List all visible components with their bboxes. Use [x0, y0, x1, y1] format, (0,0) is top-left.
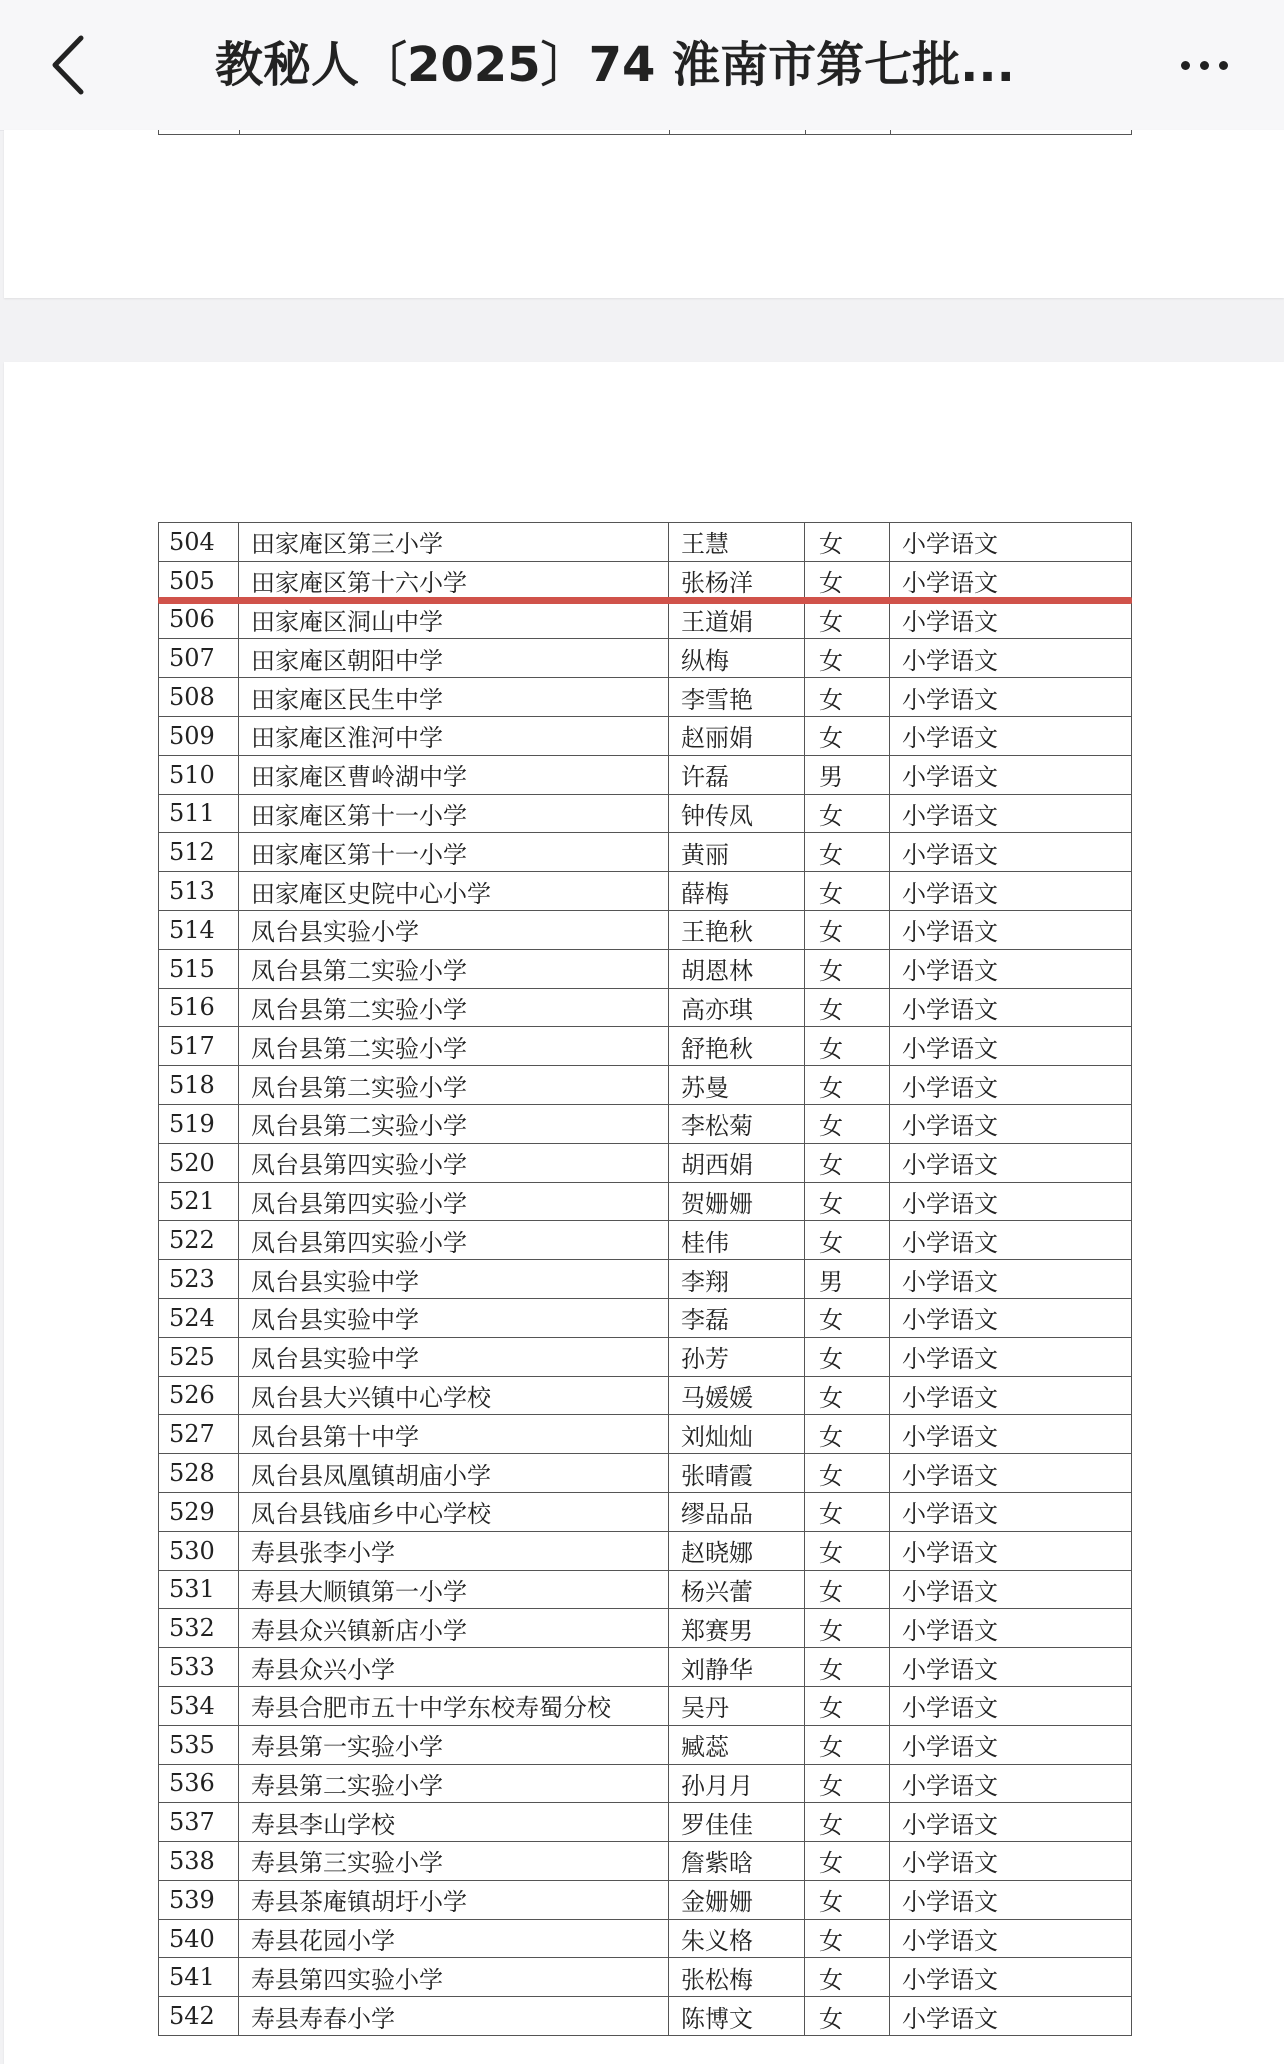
roster-table	[158, 522, 1132, 2036]
table-row	[159, 1531, 1132, 1570]
subject-cell: 小学语文	[890, 1919, 1132, 1958]
school-cell: 凤台县实验中学	[239, 1298, 669, 1337]
teacher-name-cell: 赵丽娟	[669, 716, 805, 755]
teacher-name-cell: 李磊	[669, 1298, 805, 1337]
row-number-cell: 514	[159, 910, 239, 949]
school-cell: 田家庵区淮河中学	[239, 716, 669, 755]
table-row	[159, 1182, 1132, 1221]
table-row	[159, 1298, 1132, 1337]
table-row	[159, 1492, 1132, 1531]
gender-cell: 男	[805, 1260, 890, 1299]
teacher-name-cell: 李翔	[669, 1260, 805, 1299]
gender-cell: 女	[805, 794, 890, 833]
row-number-cell: 518	[159, 1066, 239, 1105]
gender-cell: 女	[805, 833, 890, 872]
teacher-name-cell: 吴丹	[669, 1686, 805, 1725]
subject-cell: 小学语文	[890, 872, 1132, 911]
table-row	[159, 949, 1132, 988]
teacher-name-cell: 苏曼	[669, 1066, 805, 1105]
row-number-cell: 535	[159, 1725, 239, 1764]
subject-cell: 小学语文	[890, 1803, 1132, 1842]
teacher-name-cell: 马媛媛	[669, 1376, 805, 1415]
subject-cell: 小学语文	[890, 794, 1132, 833]
row-number-cell: 527	[159, 1415, 239, 1454]
subject-cell: 小学语文	[890, 1454, 1132, 1493]
row-number-cell: 532	[159, 1609, 239, 1648]
row-number-cell: 519	[159, 1104, 239, 1143]
subject-cell: 小学语文	[890, 1027, 1132, 1066]
school-cell: 寿县李山学校	[239, 1803, 669, 1842]
gender-cell: 女	[805, 561, 890, 600]
table-row	[159, 1648, 1132, 1687]
gender-cell: 女	[805, 872, 890, 911]
gender-cell: 女	[805, 1027, 890, 1066]
teacher-name-cell: 薛梅	[669, 872, 805, 911]
row-number-cell: 523	[159, 1260, 239, 1299]
school-cell: 寿县第一实验小学	[239, 1725, 669, 1764]
row-number-cell: 531	[159, 1570, 239, 1609]
row-number-cell: 533	[159, 1648, 239, 1687]
subject-cell: 小学语文	[890, 600, 1132, 639]
row-number-cell: 541	[159, 1958, 239, 1997]
table-row	[159, 988, 1132, 1027]
subject-cell: 小学语文	[890, 833, 1132, 872]
gender-cell: 女	[805, 1958, 890, 1997]
school-cell: 凤台县第十中学	[239, 1415, 669, 1454]
teacher-name-cell: 王艳秋	[669, 910, 805, 949]
gender-cell: 女	[805, 1182, 890, 1221]
table-row	[159, 1686, 1132, 1725]
gender-cell: 女	[805, 1609, 890, 1648]
gender-cell: 女	[805, 1803, 890, 1842]
row-number-cell: 524	[159, 1298, 239, 1337]
row-number-cell: 516	[159, 988, 239, 1027]
teacher-name-cell: 李松菊	[669, 1104, 805, 1143]
teacher-name-cell: 舒艳秋	[669, 1027, 805, 1066]
row-number-cell: 526	[159, 1376, 239, 1415]
school-cell: 田家庵区第十六小学	[239, 561, 669, 600]
gender-cell: 女	[805, 1454, 890, 1493]
school-cell: 凤台县实验中学	[239, 1337, 669, 1376]
gender-cell: 女	[805, 1104, 890, 1143]
table-row	[159, 872, 1132, 911]
highlight-underline	[158, 597, 1132, 604]
table-row	[159, 755, 1132, 794]
row-number-cell: 513	[159, 872, 239, 911]
subject-cell: 小学语文	[890, 988, 1132, 1027]
teacher-name-cell: 胡恩林	[669, 949, 805, 988]
subject-cell: 小学语文	[890, 949, 1132, 988]
teacher-name-cell: 杨兴蕾	[669, 1570, 805, 1609]
row-number-cell: 536	[159, 1764, 239, 1803]
school-cell: 寿县第四实验小学	[239, 1958, 669, 1997]
table-row	[159, 639, 1132, 678]
gender-cell: 女	[805, 1376, 890, 1415]
school-cell: 凤台县大兴镇中心学校	[239, 1376, 669, 1415]
table-row	[159, 1725, 1132, 1764]
subject-cell: 小学语文	[890, 1337, 1132, 1376]
school-cell: 寿县众兴镇新店小学	[239, 1609, 669, 1648]
gender-cell: 女	[805, 600, 890, 639]
teacher-name-cell: 高亦琪	[669, 988, 805, 1027]
subject-cell: 小学语文	[890, 1997, 1132, 2036]
gender-cell: 女	[805, 988, 890, 1027]
table-row	[159, 561, 1132, 600]
subject-cell: 小学语文	[890, 678, 1132, 717]
gender-cell: 女	[805, 639, 890, 678]
gender-cell: 女	[805, 1764, 890, 1803]
row-number-cell: 530	[159, 1531, 239, 1570]
teacher-name-cell: 詹紫晗	[669, 1842, 805, 1881]
gender-cell: 女	[805, 1648, 890, 1687]
gender-cell: 女	[805, 1686, 890, 1725]
row-number-cell: 528	[159, 1454, 239, 1493]
teacher-name-cell: 王慧	[669, 523, 805, 562]
row-number-cell: 538	[159, 1842, 239, 1881]
subject-cell: 小学语文	[890, 1725, 1132, 1764]
subject-cell: 小学语文	[890, 910, 1132, 949]
school-cell: 凤台县第二实验小学	[239, 1027, 669, 1066]
previous-table-bottom-edge	[158, 130, 1132, 135]
gender-cell: 女	[805, 1842, 890, 1881]
row-number-cell: 505	[159, 561, 239, 600]
school-cell: 寿县花园小学	[239, 1919, 669, 1958]
table-row	[159, 1842, 1132, 1881]
school-cell: 凤台县实验中学	[239, 1260, 669, 1299]
table-row	[159, 1066, 1132, 1105]
school-cell: 凤台县第二实验小学	[239, 949, 669, 988]
teacher-name-cell: 刘灿灿	[669, 1415, 805, 1454]
row-number-cell: 525	[159, 1337, 239, 1376]
row-number-cell: 529	[159, 1492, 239, 1531]
school-cell: 田家庵区朝阳中学	[239, 639, 669, 678]
table-row	[159, 1376, 1132, 1415]
school-cell: 寿县合肥市五十中学东校寿蜀分校	[239, 1686, 669, 1725]
chevron-left-icon	[48, 34, 88, 96]
subject-cell: 小学语文	[890, 523, 1132, 562]
gender-cell: 女	[805, 1221, 890, 1260]
gender-cell: 女	[805, 910, 890, 949]
teacher-name-cell: 孙月月	[669, 1764, 805, 1803]
subject-cell: 小学语文	[890, 1104, 1132, 1143]
roster-table-body	[159, 523, 1132, 2036]
subject-cell: 小学语文	[890, 1492, 1132, 1531]
school-cell: 田家庵区第十一小学	[239, 794, 669, 833]
top-navigation-bar	[0, 0, 1284, 131]
school-cell: 凤台县第四实验小学	[239, 1221, 669, 1260]
gender-cell: 女	[805, 1570, 890, 1609]
teacher-name-cell: 王道娟	[669, 600, 805, 639]
teacher-name-cell: 许磊	[669, 755, 805, 794]
gender-cell: 女	[805, 949, 890, 988]
row-number-cell: 539	[159, 1880, 239, 1919]
subject-cell: 小学语文	[890, 1958, 1132, 1997]
school-cell: 寿县第二实验小学	[239, 1764, 669, 1803]
school-cell: 寿县大顺镇第一小学	[239, 1570, 669, 1609]
teacher-name-cell: 陈博文	[669, 1997, 805, 2036]
more-horizontal-icon	[1200, 61, 1209, 70]
row-number-cell: 510	[159, 755, 239, 794]
table-row	[159, 600, 1132, 639]
row-number-cell: 522	[159, 1221, 239, 1260]
table-row	[159, 1454, 1132, 1493]
subject-cell: 小学语文	[890, 1531, 1132, 1570]
subject-cell: 小学语文	[890, 1648, 1132, 1687]
school-cell: 凤台县第二实验小学	[239, 1066, 669, 1105]
table-row	[159, 523, 1132, 562]
subject-cell: 小学语文	[890, 1221, 1132, 1260]
row-number-cell: 540	[159, 1919, 239, 1958]
teacher-name-cell: 胡西娟	[669, 1143, 805, 1182]
table-row	[159, 678, 1132, 717]
row-number-cell: 512	[159, 833, 239, 872]
gender-cell: 女	[805, 523, 890, 562]
teacher-name-cell: 贺姗姗	[669, 1182, 805, 1221]
teacher-name-cell: 张杨洋	[669, 561, 805, 600]
subject-cell: 小学语文	[890, 755, 1132, 794]
teacher-name-cell: 张晴霞	[669, 1454, 805, 1493]
row-number-cell: 537	[159, 1803, 239, 1842]
row-number-cell: 509	[159, 716, 239, 755]
school-cell: 寿县众兴小学	[239, 1648, 669, 1687]
gender-cell: 女	[805, 1298, 890, 1337]
subject-cell: 小学语文	[890, 1376, 1132, 1415]
subject-cell: 小学语文	[890, 1298, 1132, 1337]
table-row	[159, 833, 1132, 872]
table-row	[159, 1415, 1132, 1454]
teacher-name-cell: 黄丽	[669, 833, 805, 872]
document-page-previous	[4, 130, 1284, 298]
table-row	[159, 1143, 1132, 1182]
teacher-name-cell: 张松梅	[669, 1958, 805, 1997]
row-number-cell: 507	[159, 639, 239, 678]
row-number-cell: 534	[159, 1686, 239, 1725]
table-row	[159, 1880, 1132, 1919]
more-horizontal-icon	[1219, 61, 1228, 70]
table-row	[159, 1260, 1132, 1299]
gender-cell: 女	[805, 1997, 890, 2036]
gender-cell: 女	[805, 1337, 890, 1376]
table-row	[159, 1337, 1132, 1376]
subject-cell: 小学语文	[890, 639, 1132, 678]
subject-cell: 小学语文	[890, 561, 1132, 600]
teacher-name-cell: 缪品品	[669, 1492, 805, 1531]
table-row	[159, 1609, 1132, 1648]
table-row	[159, 1803, 1132, 1842]
teacher-name-cell: 朱义格	[669, 1919, 805, 1958]
gender-cell: 女	[805, 1143, 890, 1182]
gender-cell: 女	[805, 1725, 890, 1764]
document-page-current	[4, 362, 1284, 2064]
subject-cell: 小学语文	[890, 1609, 1132, 1648]
row-number-cell: 508	[159, 678, 239, 717]
more-horizontal-icon	[1181, 61, 1190, 70]
row-number-cell: 515	[159, 949, 239, 988]
gender-cell: 女	[805, 1919, 890, 1958]
gender-cell: 女	[805, 1880, 890, 1919]
school-cell: 凤台县第四实验小学	[239, 1182, 669, 1221]
school-cell: 田家庵区第三小学	[239, 523, 669, 562]
teacher-name-cell: 臧蕊	[669, 1725, 805, 1764]
subject-cell: 小学语文	[890, 1880, 1132, 1919]
teacher-name-cell: 李雪艳	[669, 678, 805, 717]
table-row	[159, 1958, 1132, 1997]
subject-cell: 小学语文	[890, 1182, 1132, 1221]
subject-cell: 小学语文	[890, 1066, 1132, 1105]
school-cell: 寿县第三实验小学	[239, 1842, 669, 1881]
table-row	[159, 794, 1132, 833]
row-number-cell: 542	[159, 1997, 239, 2036]
table-row	[159, 1221, 1132, 1260]
school-cell: 田家庵区史院中心小学	[239, 872, 669, 911]
table-row	[159, 1570, 1132, 1609]
school-cell: 寿县寿春小学	[239, 1997, 669, 2036]
table-row	[159, 1919, 1132, 1958]
school-cell: 寿县茶庵镇胡圩小学	[239, 1880, 669, 1919]
school-cell: 田家庵区第十一小学	[239, 833, 669, 872]
more-options-button[interactable]	[1164, 30, 1244, 100]
subject-cell: 小学语文	[890, 1764, 1132, 1803]
teacher-name-cell: 金姗姗	[669, 1880, 805, 1919]
school-cell: 田家庵区洞山中学	[239, 600, 669, 639]
subject-cell: 小学语文	[890, 1143, 1132, 1182]
teacher-name-cell: 钟传凤	[669, 794, 805, 833]
row-number-cell: 517	[159, 1027, 239, 1066]
school-cell: 凤台县第二实验小学	[239, 988, 669, 1027]
teacher-name-cell: 郑赛男	[669, 1609, 805, 1648]
school-cell: 田家庵区曹岭湖中学	[239, 755, 669, 794]
table-row	[159, 1764, 1132, 1803]
school-cell: 凤台县凤凰镇胡庙小学	[239, 1454, 669, 1493]
teacher-name-cell: 罗佳佳	[669, 1803, 805, 1842]
school-cell: 凤台县实验小学	[239, 910, 669, 949]
row-number-cell: 521	[159, 1182, 239, 1221]
subject-cell: 小学语文	[890, 716, 1132, 755]
subject-cell: 小学语文	[890, 1570, 1132, 1609]
back-button[interactable]	[38, 30, 98, 100]
gender-cell: 女	[805, 678, 890, 717]
gender-cell: 男	[805, 755, 890, 794]
subject-cell: 小学语文	[890, 1842, 1132, 1881]
gender-cell: 女	[805, 1066, 890, 1105]
table-row	[159, 910, 1132, 949]
table-row	[159, 1027, 1132, 1066]
teacher-name-cell: 赵晓娜	[669, 1531, 805, 1570]
row-number-cell: 506	[159, 600, 239, 639]
table-row	[159, 716, 1132, 755]
subject-cell: 小学语文	[890, 1415, 1132, 1454]
table-row	[159, 1104, 1132, 1143]
teacher-name-cell: 纵梅	[669, 639, 805, 678]
row-number-cell: 511	[159, 794, 239, 833]
school-cell: 凤台县钱庙乡中心学校	[239, 1492, 669, 1531]
gender-cell: 女	[805, 1415, 890, 1454]
school-cell: 凤台县第二实验小学	[239, 1104, 669, 1143]
teacher-name-cell: 刘静华	[669, 1648, 805, 1687]
teacher-name-cell: 桂伟	[669, 1221, 805, 1260]
gender-cell: 女	[805, 716, 890, 755]
school-cell: 凤台县第四实验小学	[239, 1143, 669, 1182]
gender-cell: 女	[805, 1531, 890, 1570]
subject-cell: 小学语文	[890, 1686, 1132, 1725]
gender-cell: 女	[805, 1492, 890, 1531]
teacher-name-cell: 孙芳	[669, 1337, 805, 1376]
row-number-cell: 504	[159, 523, 239, 562]
subject-cell: 小学语文	[890, 1260, 1132, 1299]
document-title: 教秘人〔2025〕74 淮南市第七批...	[215, 37, 1015, 93]
school-cell: 田家庵区民生中学	[239, 678, 669, 717]
row-number-cell: 520	[159, 1143, 239, 1182]
school-cell: 寿县张李小学	[239, 1531, 669, 1570]
table-row	[159, 1997, 1132, 2036]
